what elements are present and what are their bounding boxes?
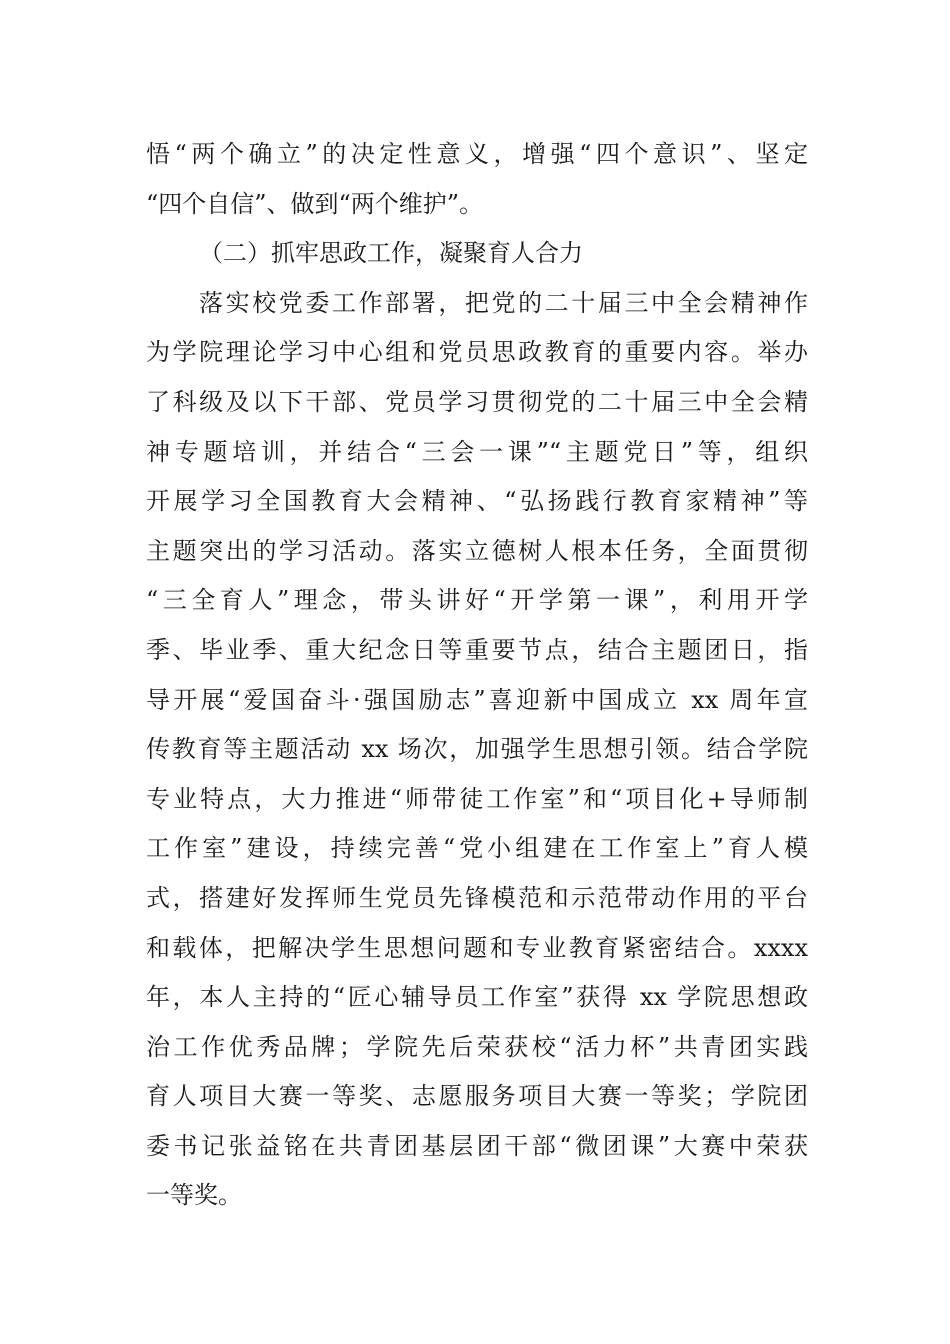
paragraph-line: 工作室”建设，持续完善“党小组建在工作室上”育人模 (146, 834, 808, 863)
document-body (146, 130, 808, 1221)
paragraph-line: 和载体，把解决学生思想问题和专业教育紧密结合。xxxx (146, 933, 808, 962)
paragraph-line: 传教育等主题活动 xx 场次，加强学生思想引领。结合学院 (146, 735, 808, 764)
section-heading: （二）抓牢思政工作，凝聚育人合力 (199, 239, 583, 268)
paragraph-line: 委书记张益铭在共青团基层团干部“微团课”大赛中荣获 (146, 1131, 808, 1160)
paragraph-line: 落实校党委工作部署，把党的二十届三中全会精神作 (199, 288, 808, 317)
paragraph-line: 专业特点，大力推进“师带徒工作室”和“项目化+导师制 (146, 784, 808, 813)
paragraph-line: 一等奖。 (146, 1181, 242, 1210)
paragraph-line: 了科级及以下干部、党员学习贯彻党的二十届三中全会精 (146, 387, 808, 416)
paragraph-line: 治工作优秀品牌；学院先后荣获校“活力杯”共青团实践 (146, 1032, 808, 1061)
paragraph-line: 开展学习全国教育大会精神、“弘扬践行教育家精神”等 (146, 487, 808, 516)
paragraph-line: 为学院理论学习中心组和党员思政教育的重要内容。举办 (146, 338, 808, 367)
paragraph-line: 神专题培训，并结合“三会一课”“主题党日”等，组织 (146, 437, 808, 466)
paragraph-line: “四个自信”、做到“两个维护”。 (146, 189, 484, 218)
paragraph-line: 育人项目大赛一等奖、志愿服务项目大赛一等奖；学院团 (146, 1082, 808, 1111)
paragraph-line: 年，本人主持的“匠心辅导员工作室”获得 xx 学院思想政 (146, 983, 808, 1012)
paragraph-line: “三全育人”理念，带头讲好“开学第一课”，利用开学 (146, 586, 808, 615)
paragraph-line: 悟“两个确立”的决定性意义，增强“四个意识”、坚定 (146, 140, 808, 168)
paragraph-line: 式，搭建好发挥师生党员先锋模范和示范带动作用的平台 (146, 883, 808, 912)
paragraph-line: 导开展“爱国奋斗·强国励志”喜迎新中国成立 xx 周年宣 (146, 685, 808, 714)
paragraph-line: 主题突出的学习活动。落实立德树人根本任务，全面贯彻 (146, 536, 808, 565)
paragraph-line: 季、毕业季、重大纪念日等重要节点，结合主题团日，指 (146, 635, 808, 664)
